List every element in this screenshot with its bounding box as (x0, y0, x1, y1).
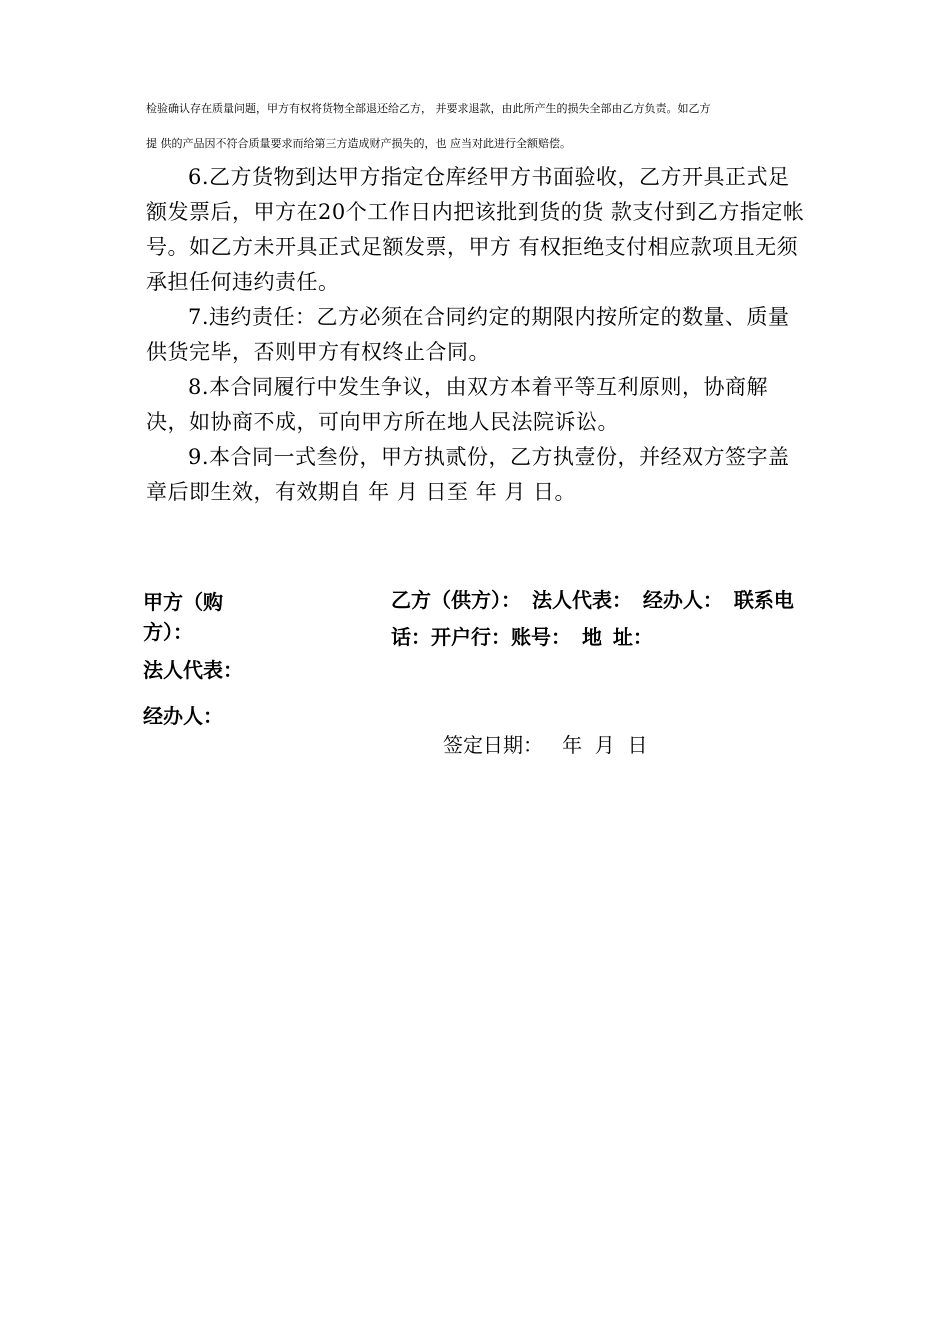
quality-clause-line-2: 提 供的产品因不符合质量要求而给第三方造成财产损失的，也 应当对此进行全额赔偿。 (146, 137, 571, 150)
party-a-label: 甲方（购方）： (143, 590, 223, 644)
clause-6: 6.乙方货物到达甲方指定仓库经甲方书面验收，乙方开具正式足额发票后，甲方在20个工作日内把该批到货的货 款支付到乙方指定帐号。如乙方未开具正式足额发票，甲方 有权拒绝支付相应款项且无须承担任何违约责任。 (146, 165, 805, 294)
contract-clauses (146, 160, 808, 510)
clause-8: 8.本合同履行中发生争议，由双方本着平等互利原则，协商解决，如协商不成，可向甲方所在地人民法院诉讼。 (146, 375, 769, 434)
signing-date: 签定日期： 年 月 日 (443, 733, 648, 757)
party-b-block: 乙方（供方）： 法人代表： 经办人： 联系电话：开户行：账号： 地 址： (391, 588, 794, 649)
clause-9: 9.本合同一式叁份，甲方执贰份，乙方执壹份，并经双方签字盖章后即生效，有效期自 年 月 日至 年 月 日。 (146, 445, 790, 504)
clause-7: 7.违约责任：乙方必须在合同约定的期限内按所定的数量、质量供货完毕，否则甲方有权终止合同。 (146, 305, 790, 364)
party-a-legal-rep: 法人代表： (143, 658, 243, 682)
quality-clause-line-1: 检验确认存在质量问题，甲方有权将货物全部退还给乙方， 并要求退款，由此所产生的损失全部由乙方负责。如乙方 (146, 102, 711, 115)
party-a-handler: 经办人： (143, 704, 223, 728)
